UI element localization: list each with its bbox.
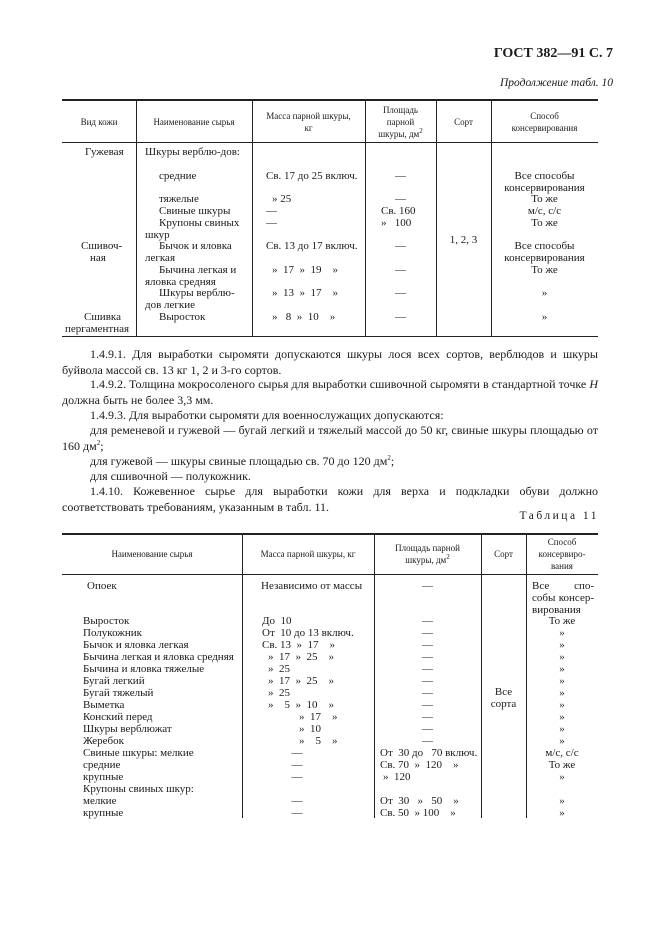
cell-ploshad: — (422, 735, 433, 747)
col-header-vid: Вид кожи (80, 117, 118, 127)
cell-ploshad: — (422, 615, 433, 627)
vid-sshivochnaya-1: Сшивоч- (81, 240, 123, 252)
table-row: Крупоны свиных шкур: (83, 783, 194, 795)
cell-sposob: » (559, 735, 565, 747)
cell-massa: » 25 (268, 663, 290, 675)
cell-ploshad: » 120 (383, 771, 411, 783)
vid-pergam-1: Сшивка (84, 311, 121, 323)
table-row: Шкуры верблю-дов: (145, 146, 240, 158)
cell-ploshad: — (422, 711, 433, 723)
cell-ploshad: — (395, 240, 406, 252)
cell-sposob: » (559, 723, 565, 735)
table-row: Бугай тяжелый (83, 687, 154, 699)
paragraph-guzhevaya: для гужевой — шкуры свиные площадью св. 70 до 120 $дм^2$; (90, 454, 395, 468)
cell-ploshad: — (422, 687, 433, 699)
table-row: Крупоны свиных шкур (145, 217, 240, 241)
cell-ploshad: — (395, 170, 406, 182)
table-row: средние (83, 759, 121, 771)
cell-massa: » 25 (272, 193, 292, 205)
cell-massa: » 5 » 10 » (268, 699, 334, 711)
paragraph-1-4-9-2: 1.4.9.2. Толщина мокросоленого сырья для выработки сшивочной сыромяти в стандартной точке Н должна быть не более 3,3 мм. (62, 377, 598, 407)
cell-ploshad: — (422, 699, 433, 711)
cell-massa: Независимо от массы (261, 580, 363, 592)
cell-sposob: Все способы консервирования (504, 240, 585, 264)
cell-massa: Св. 13 до 17 включ. (266, 240, 358, 252)
cell-massa: » 17 » (299, 711, 338, 723)
table-row: Выросток (159, 311, 206, 323)
table-continuation-label: Продолжение табл. 10 (500, 77, 613, 89)
col-header-sort: Сорт (494, 549, 513, 559)
cell-massa: » 17 » 25 » (268, 651, 334, 663)
cell-ploshad: — (422, 651, 433, 663)
cell-ploshad: — (395, 193, 406, 205)
col-header-sort: Сорт (454, 117, 473, 127)
vid-pergam-2: пергаментная (65, 323, 130, 335)
table-row: Бычок и яловка легкая (145, 240, 232, 264)
col-header-naim: Наименование сырья (111, 549, 193, 559)
page-header: ГОСТ 382—91 С. 7 (493, 46, 613, 61)
cell-sposob: » (541, 287, 548, 299)
cell-ploshad: От 30 до 70 включ. (380, 747, 478, 759)
cell-sposob: » (559, 663, 565, 675)
cell-sposob: » (541, 311, 548, 323)
cell-ploshad: — (395, 264, 406, 276)
paragraph-1-4-9-1: 1.4.9.1. Для выработки сыромяти допускаются шкуры лося всех сортов, верблюдов и шкуры буйвола массой св. 13 кг 1, 2 и 3-го сортов. (62, 347, 598, 377)
table-row: Бычина легкая и яловка средняя (83, 651, 234, 663)
cell-ploshad: Св. 160 (381, 205, 416, 217)
cell-sposob: » (559, 675, 565, 687)
cell-massa: » 17 » 25 » (268, 675, 334, 687)
cell-sposob: » (559, 699, 565, 711)
cell-massa: До 10 (262, 615, 292, 627)
cell-sposob: » (559, 771, 565, 783)
table-11-caption: Таблица 11 (519, 510, 599, 522)
table-row: Шкуры верблюжат (83, 723, 172, 735)
cell-massa: » 5 » (299, 735, 338, 747)
table-row: средние (159, 170, 197, 182)
table-row: Свиные шкуры (159, 205, 231, 217)
cell-massa: — (291, 771, 303, 783)
cell-massa: — (266, 217, 277, 229)
cell-sposob: То же (531, 264, 558, 276)
cell-sposob: » (559, 639, 565, 651)
cell-sposob: » (559, 687, 565, 699)
table-row: крупные (83, 807, 124, 819)
table-row: Конский перед (83, 711, 153, 723)
cell-massa: » 8 » 10 » (272, 311, 336, 323)
cell-massa: — (291, 759, 303, 771)
cell-sposob: » (559, 807, 565, 819)
cell-massa: » 25 (268, 687, 290, 699)
cell-massa: » 13 » 17 » (272, 287, 338, 299)
cell-ploshad: — (422, 627, 433, 639)
table-row: Бугай легкий (83, 675, 145, 687)
cell-massa: — (291, 795, 303, 807)
paragraph-remenevaya: для ременевой и гужевой — бугай легкий и тяжелый массой до 50 кг, свиные шкуры площадью от 160 $дм^2$; (62, 423, 598, 453)
vid-guzhevaya: Гужевая (85, 146, 124, 158)
cell-ploshad: » 100 (381, 217, 412, 229)
cell-massa: » 17 » 19 » (272, 264, 338, 276)
table-row: Бычина легкая и яловка средняя (145, 264, 237, 288)
cell-massa: — (266, 205, 277, 217)
cell-ploshad: — (422, 675, 433, 687)
cell-ploshad: — (422, 663, 433, 675)
table-row: мелкие (83, 795, 117, 807)
cell-sposob: м/с, с/с (527, 205, 562, 217)
table-row: тяжелые (159, 193, 199, 205)
cell-massa: Св. 17 до 25 включ. (266, 170, 358, 182)
cell-sposob: То же (531, 217, 558, 229)
table-row: Опоек (87, 580, 117, 592)
table-row: Бычок и яловка легкая (83, 639, 189, 651)
table-row: Выметка (83, 699, 125, 711)
cell-sposob: » (559, 795, 565, 807)
cell-massa: Св. 13 » 17 » (262, 639, 336, 651)
cell-sposob: Все спо-собы консер-вирования (532, 580, 594, 616)
cell-massa: От 10 до 13 включ. (262, 627, 354, 639)
cell-massa: — (291, 807, 303, 819)
cell-sposob: Все способы консервирования (504, 170, 585, 194)
col-header-naim: Наименование сырья (153, 117, 235, 127)
table-row: Бычина и яловка тяжелые (83, 663, 205, 675)
cell-ploshad: — (395, 311, 406, 323)
table-row: крупные (83, 771, 124, 783)
cell-ploshad: Св. 70 » 120 » (380, 759, 459, 771)
col-header-ploshad: Площадь парной шкуры, $дм^2$ (378, 105, 423, 139)
cell-sort: 1, 2, 3 (449, 234, 478, 246)
cell-sposob: То же (531, 193, 558, 205)
table-row: Выросток (83, 615, 130, 627)
col-header-massa: Масса парной шкуры, кг (260, 549, 356, 559)
table-row: Шкуры верблю-дов легкие (145, 287, 235, 311)
cell-ploshad: — (422, 723, 433, 735)
cell-ploshad: — (422, 639, 433, 651)
table-row: Жеребок (83, 735, 125, 747)
cell-ploshad: — (395, 287, 406, 299)
cell-ploshad: Св. 50 » 100 » (380, 807, 456, 819)
cell-sposob: » (559, 711, 565, 723)
col-header-ploshad: Площадь парной шкуры, $дм^2$ (395, 543, 460, 565)
cell-sposob: То же (548, 759, 576, 771)
table-row: Полукожник (83, 627, 143, 639)
col-header-sposob: Способ консервиро- вания (538, 537, 586, 571)
cell-sposob: » (559, 651, 565, 663)
cell-sposob: То же (548, 615, 576, 627)
col-header-massa: Масса парной шкуры, кг (266, 111, 351, 133)
cell-sposob: м/с, с/с (545, 747, 579, 759)
paragraph-sshivochnaya: для сшивочной — полукожник. (90, 469, 251, 483)
cell-ploshad: От 30 » 50 » (380, 795, 459, 807)
cell-sort: Все сорта (490, 686, 517, 710)
vid-sshivochnaya-2: ная (90, 252, 106, 264)
paragraph-1-4-10: 1.4.10. Кожевенное сырье для выработки кожи для верха и подкладки обуви должно соответствовать требованиям, указанным в табл. 11. (62, 484, 598, 514)
table-row: Свиные шкуры: мелкие (83, 747, 194, 759)
cell-sposob: » (559, 627, 565, 639)
paragraph-1-4-9-3: 1.4.9.3. Для выработки сыромяти для военнослужащих допускаются: (90, 408, 444, 422)
cell-massa: — (291, 747, 303, 759)
cell-massa: » 10 (299, 723, 321, 735)
col-header-sposob: Способ консервирования (511, 111, 578, 133)
cell-ploshad: — (422, 580, 433, 592)
